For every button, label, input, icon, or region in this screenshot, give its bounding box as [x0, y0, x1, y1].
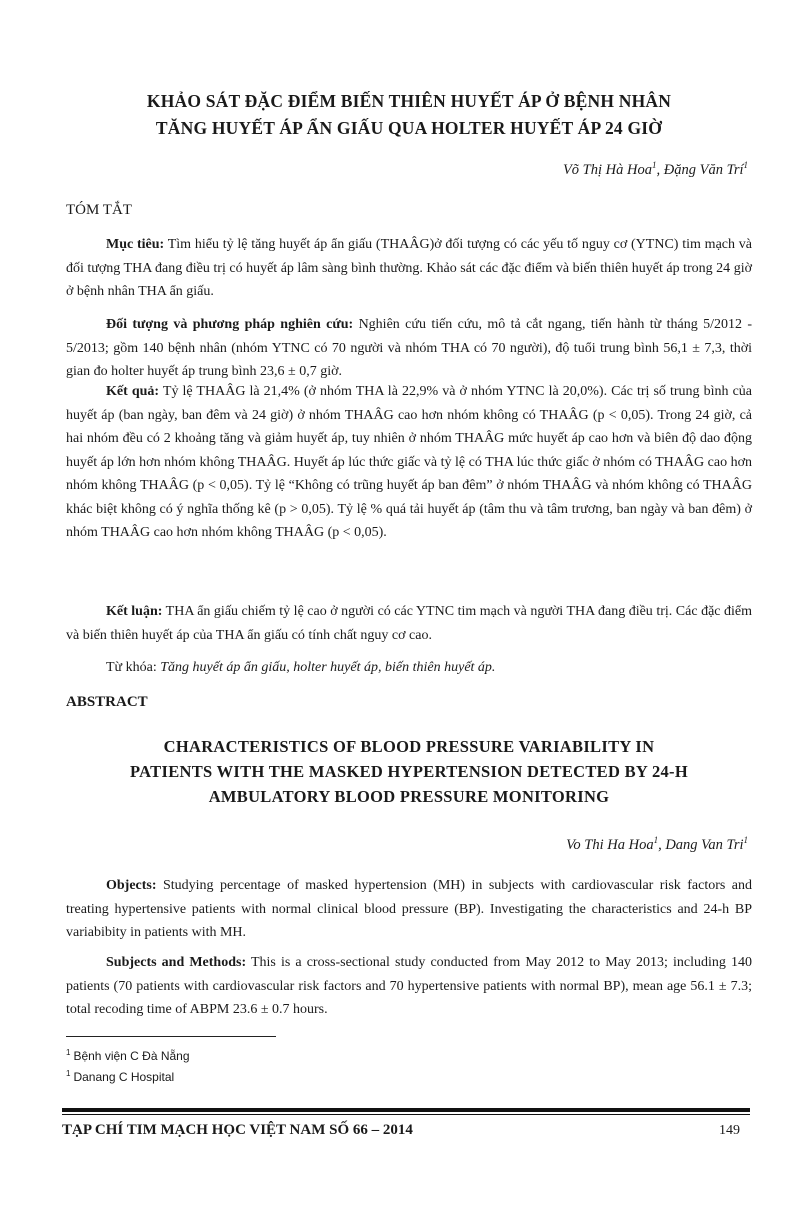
footer-rule-thick: [62, 1108, 750, 1112]
english-title-line-2: PATIENTS WITH THE MASKED HYPERTENSION DETECTED BY 24-H: [130, 762, 688, 781]
results-text: Tỷ lệ THAÂG là 21,4% (ở nhóm THA là 22,9% và ở nhóm YTNC là 20,0%). Các trị số trung bình của huyết áp (ban ngày, ban đêm và 24 giờ) ở nhóm THAÂG cao hơn nhóm không có THAÂG (p < 0,05). Trong 24 giờ, cả hai nhóm đều có 2 khoảng tăng và giảm huyết áp, tuy nhiên ở nhóm THAÂG mức huyết áp cao hơn và biên độ dao động huyết áp lớn hơn nhóm không THAÂG. Huyết áp lúc thức giấc và tỷ lệ có THA lúc thức giấc ở nhóm có THAÂG cao hơn nhóm không THAÂG (p < 0,05). Tỷ lệ “Không có trũng huyết áp ban đêm” ở nhóm THAÂG và nhóm không có THAÂG khác biệt không có ý nghĩa thống kê (p > 0,05). Tỷ lệ % quá tải huyết áp (tâm thu và tâm trương, ban ngày và ban đêm) ở nhóm THAÂG cao hơn nhóm không THAÂG (p < 0,05).: [66, 384, 752, 540]
methods-text: Nghiên cứu tiến cứu, mô tả cắt ngang, tiến hành từ tháng 5/2012 - 5/2013; gồm 140 bệnh nhân (nhóm YTNC có 70 người và nhóm THA có 70 người), độ tuổi trung bình 56,1 ± 7,3, thời gian đo holter huyết áp trung bình 23,6 ± 0,7 giờ.: [66, 317, 752, 379]
journal-page: [62, 0, 753, 1214]
english-title: [66, 734, 752, 809]
vietnamese-authors: [563, 160, 748, 179]
en-author-1-name: Vo Thi Ha Hoa: [566, 836, 654, 853]
vietnamese-title: [66, 88, 752, 142]
english-title-line-1: CHARACTERISTICS OF BLOOD PRESSURE VARIABILITY IN: [163, 737, 655, 756]
subjects-methods-label: Subjects and Methods:: [106, 955, 247, 970]
subjects-methods-paragraph: [66, 951, 752, 1022]
conclusion-label: Kết luận:: [106, 604, 163, 619]
vietnamese-title-line-1: KHẢO SÁT ĐẶC ĐIỂM BIẾN THIÊN HUYẾT ÁP Ở BỆNH NHÂN: [146, 91, 672, 111]
keywords-paragraph: [66, 656, 752, 680]
author-2-affiliation: 1: [743, 160, 748, 170]
footnote-en: [66, 1065, 190, 1086]
english-title-line-3: AMBULATORY BLOOD PRESSURE MONITORING: [208, 787, 610, 806]
conclusion-paragraph: [66, 600, 752, 647]
footnotes: [66, 1044, 190, 1086]
page-number: 149: [719, 1123, 740, 1138]
vietnamese-title-line-2: TĂNG HUYẾT ÁP ẨN GIẤU QUA HOLTER HUYẾT ÁP 24 GIỜ: [155, 118, 663, 138]
footnote-en-mark: 1: [66, 1069, 71, 1078]
author-separator: ,: [656, 161, 664, 178]
en-author-2-name: Dang Van Tri: [665, 836, 744, 853]
methods-paragraph: [66, 313, 752, 384]
subjects-methods-text: This is a cross-sectional study conducted from May 2012 to May 2013; including 140 patients (70 patients with cardiovascular risk factors and 70 hypertensive patients with normal BP), mean age 56.1 ± 7.3; total recoding time of ABPM 23.6 ± 0.7 hours.: [66, 955, 752, 1017]
keywords-label: Từ khóa:: [106, 660, 157, 675]
conclusion-text: THA ẩn giấu chiếm tỷ lệ cao ở người có các YTNC tim mạch và người THA đang điều trị. Các đặc điểm và biến thiên huyết áp của THA ẩn giấu có tính chất nguy cơ cao.: [66, 604, 753, 643]
footer-rule-thin: [62, 1114, 750, 1115]
en-author-2-affiliation: 1: [743, 835, 748, 845]
objective-paragraph: [66, 233, 752, 304]
objects-paragraph: [66, 874, 752, 945]
results-label: Kết quả:: [106, 384, 160, 399]
footnote-vi-text: Bệnh viện C Đà Nẵng: [73, 1049, 190, 1063]
abstract-heading: ABSTRACT: [66, 694, 148, 710]
methods-label: Đối tượng và phương pháp nghiên cứu:: [106, 317, 354, 332]
author-2-name: Đặng Văn Trí: [663, 161, 744, 178]
objective-text: Tìm hiểu tỷ lệ tăng huyết áp ẩn giấu (THAÂG)ở đối tượng có các yếu tố nguy cơ (YTNC) tim mạch và đối tượng THA đang điều trị có huyết áp lâm sàng bình thường. Khảo sát các đặc điểm và biến thiên huyết áp trong 24 giờ ở bệnh nhân THA ẩn giấu.: [66, 237, 752, 299]
author-1-name: Võ Thị Hà Hoa: [562, 161, 652, 178]
footnote-en-text: Danang C Hospital: [73, 1070, 175, 1084]
footnote-vi-mark: 1: [66, 1048, 71, 1057]
objective-label: Mục tiêu:: [106, 237, 165, 252]
results-paragraph: [66, 380, 752, 545]
author-1-affiliation: 1: [651, 160, 657, 170]
footer-journal-name: TẠP CHÍ TIM MẠCH HỌC VIỆT NAM SỐ 66 – 2014: [62, 1122, 413, 1138]
summary-heading: TÓM TẮT: [66, 202, 132, 218]
footnote-divider: [66, 1036, 276, 1037]
en-author-separator: ,: [658, 836, 666, 853]
objects-text: Studying percentage of masked hypertension (MH) in subjects with cardiovascular risk factors and treating hypertensive patients with normal clinical blood pressure (BP). Investigating the characteristics and 24-h BP variabibity in patients with MH.: [66, 878, 752, 940]
footnote-vi: [66, 1044, 190, 1065]
objects-label: Objects:: [106, 878, 157, 893]
english-authors: [566, 835, 748, 854]
keywords-text: Tăng huyết áp ẩn giấu, holter huyết áp, biến thiên huyết áp.: [156, 660, 496, 675]
en-author-1-affiliation: 1: [653, 835, 659, 845]
